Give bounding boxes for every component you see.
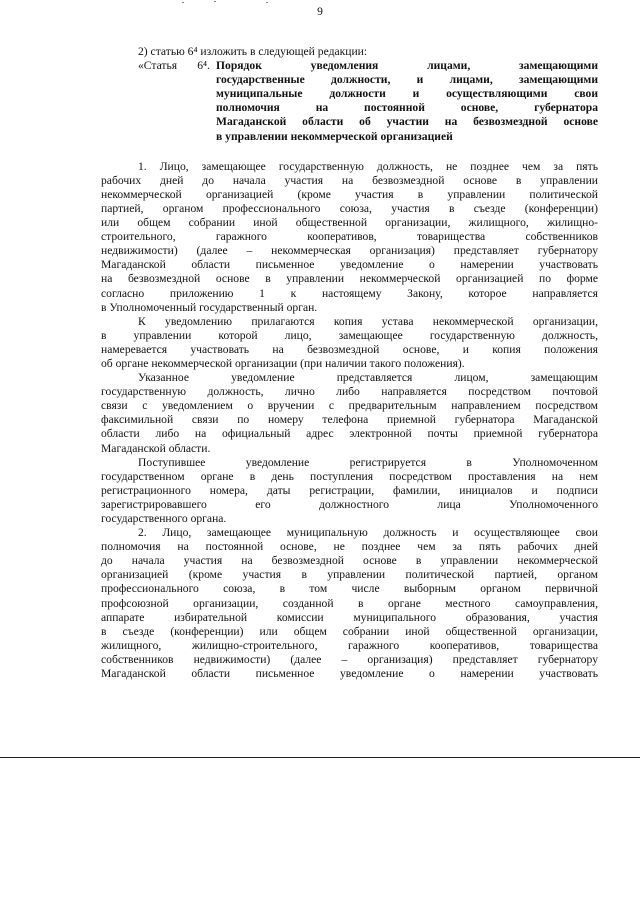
paragraph-1 (101, 160, 598, 315)
paragraph-line: полномочия на постоянной основе, не позднее чем за пять рабочих дней (101, 540, 598, 554)
article-heading (138, 59, 598, 144)
paragraph-line: Магаданской области письменное уведомление о намерении участвовать (101, 258, 598, 272)
paragraph-line: некоммерческой организацией (кроме участия в управлении политической (101, 187, 598, 201)
paragraph-line: связи с уведомлением о вручении с предварительным направлением посредством (101, 399, 598, 413)
paragraph-line: на безвозмездной основе в управлении некоммерческой организацией по форме (101, 272, 598, 286)
paragraph-line: К уведомлению прилагаются копия устава некоммерческой организации, (138, 314, 598, 328)
paragraph-line: намеревается участвовать на безвозмездной основе, и копия положения (101, 342, 598, 356)
paragraph-line: недвижимости) (далее – некоммерческая организация) представляет губернатору (101, 244, 598, 258)
paragraph-line: или общем собрании иной общественной организации, жилищного, жилищно- (101, 216, 598, 230)
article-title-line: Порядок уведомления лицами, замещающими (216, 59, 598, 73)
article-title-line: государственные должности, и лицами, замещающими (216, 73, 598, 87)
paragraph-line: строительного, гаражного кооперативов, товарищества собственников (101, 230, 598, 244)
scan-speck (214, 1, 216, 2)
page-number: 9 (317, 6, 323, 18)
article-title (216, 59, 598, 144)
scan-speck (182, 2, 184, 3)
paragraph-line: Магаданской области. (101, 441, 211, 455)
paragraph-line: зарегистрировавшего его должностного лица Уполномоченного (101, 497, 598, 511)
paragraph-line: аппарате избирательной комиссии муниципального образования, участия (101, 610, 598, 624)
article-title-line: в управлении некоммерческой организацией (216, 129, 453, 143)
paragraph-line: факсимильной связи по номеру телефона приемной губернатора Магаданской (101, 413, 598, 427)
paragraph-line: государственного органа. (101, 512, 227, 525)
scan-speck (266, 2, 268, 3)
paragraph-line: государственную должность, лично либо направляется посредством почтовой (101, 385, 598, 399)
page-bottom-rule (0, 757, 640, 758)
article-title-line: Магаданской области об участии на безвозмездной основе (216, 115, 598, 129)
paragraph-line: области либо на официальный адрес электронной почты приемной губернатора (101, 427, 598, 441)
paragraph-line: об органе некоммерческой организации (при наличии такого положения). (101, 356, 465, 370)
paragraph-3 (101, 371, 598, 456)
amendment-intro: 2) статью 6⁴ изложить в следующей редакции: (138, 45, 368, 58)
paragraph-line: собственников недвижимости) (далее – организация) представляет губернатору (101, 652, 598, 666)
paragraph-line: организацией (кроме участия в управлении политической партией, органом (101, 568, 598, 582)
paragraph-line: государственном органе в день поступления посредством проставления на нем (101, 469, 598, 483)
paragraph-5 (101, 526, 598, 681)
paragraph-4 (101, 456, 598, 526)
paragraph-line: до начала участия на безвозмездной основе в управлении некоммерческой (101, 554, 598, 568)
paragraph-line: рабочих дней до начала участия на безвозмездной основе в управлении (101, 173, 598, 187)
paragraph-line: согласно приложению 1 к настоящему Закону, которое направляется (101, 286, 598, 300)
paragraph-line: регистрационного номера, даты регистрации, фамилии, инициалов и подписи (101, 483, 598, 497)
paragraph-line: профессионального союза, в том числе выборным органом первичной (101, 582, 598, 596)
article-title-line: муниципальные должности и осуществляющими свои (216, 87, 598, 101)
article-title-line: полномочия на постоянной основе, губернатора (216, 101, 598, 115)
paragraph-line: жилищного, жилищно-строительного, гаражного кооперативов, товарищества (101, 638, 598, 652)
paragraph-line: 2. Лицо, замещающее муниципальную должность и осуществляющее свои (138, 526, 598, 540)
paragraph-line: в управлении которой лицо, замещающее государственную должность, (101, 328, 598, 342)
paragraph-line: в съезде (конференции) или общем собрании иной общественной организации, (101, 624, 598, 638)
paragraph-line: профсоюзной организации, созданной в органе местного самоуправления, (101, 596, 598, 610)
paragraph-line: Поступившее уведомление регистрируется в Уполномоченном (138, 455, 598, 469)
paragraph-2 (101, 315, 598, 371)
document-body (101, 45, 598, 681)
paragraph-line: в Уполномоченный государственный орган. (101, 300, 318, 314)
article-label: «Статья 6⁴. (138, 59, 210, 73)
paragraph-line: Указанное уведомление представляется лицом, замещающим (138, 371, 598, 385)
paragraph-line: Магаданской области письменное уведомление о намерении участвовать (101, 667, 598, 681)
paragraph-line: 1. Лицо, замещающее государственную должность, не позднее чем за пять (138, 159, 598, 173)
paragraph-line: партией, органом профессионального союза, участия в съезде (конференции) (101, 201, 598, 215)
